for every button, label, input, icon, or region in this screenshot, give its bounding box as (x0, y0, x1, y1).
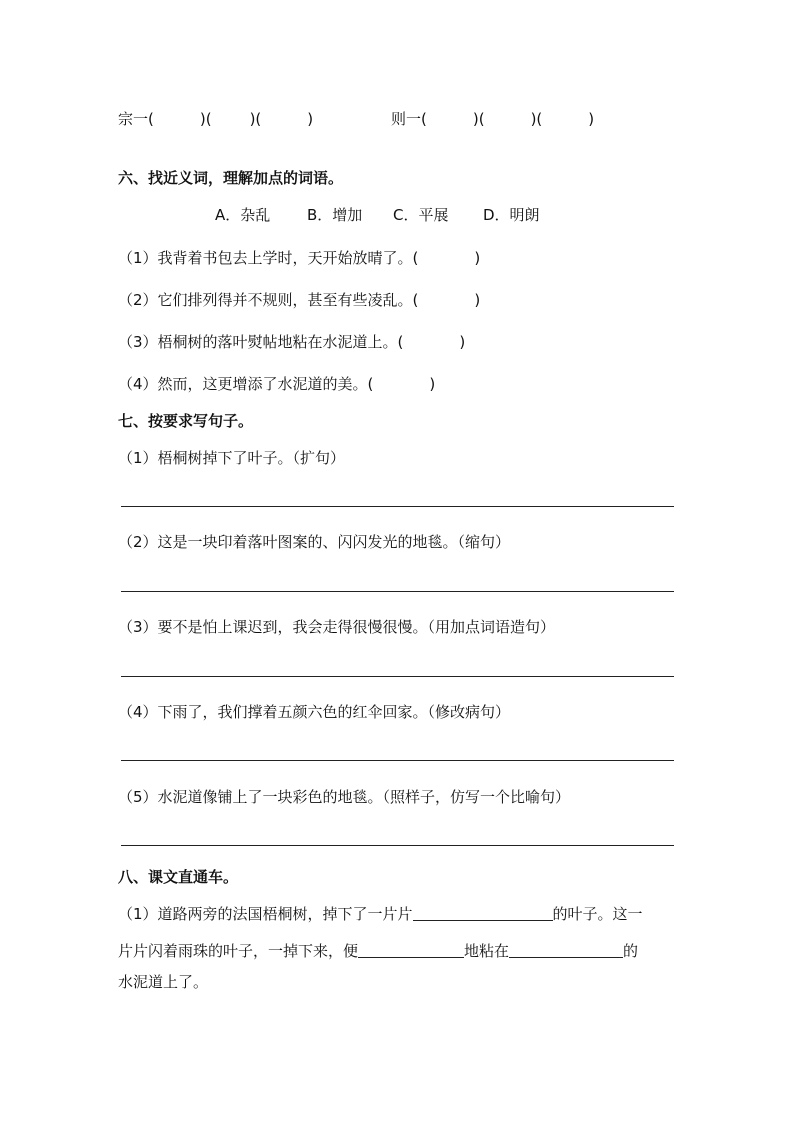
answer-line[interactable] (121, 676, 674, 677)
fill-blank[interactable] (413, 904, 553, 921)
s8-line-3: 水泥道上了。 (118, 973, 209, 991)
section8-heading: 八、课文直通车。 (118, 868, 239, 886)
zong-prefix: 宗一( (118, 110, 154, 128)
s6-item-2: （2）它们排列得并不规则，甚至有些凌乱。( ) (118, 291, 481, 309)
s8-line-2: 片片闪着雨珠的叶子，一掉下来，便 地粘在 的 (118, 942, 639, 960)
ze-prefix: 则一( (391, 110, 427, 128)
s7-item-5: （5）水泥道像铺上了一块彩色的地毯。（照样子，仿写一个比喻句） (118, 788, 571, 806)
s7-item-4: （4）下雨了，我们撑着五颜六色的红伞回家。（修改病句） (118, 703, 511, 721)
s6-item-1: （1）我背着书包去上学时，天开始放晴了。( ) (118, 249, 481, 267)
section6-heading: 六、找近义词，理解加点的词语。 (118, 169, 344, 187)
zong-word-row: 宗一( )( )( ) (118, 110, 314, 128)
answer-line[interactable] (121, 760, 674, 761)
s6-item-4: （4）然而，这更增添了水泥道的美。( ) (118, 375, 436, 393)
s7-item-3: （3）要不是怕上课迟到，我会走得很慢很慢。（用加点词语造句） (118, 618, 556, 636)
s7-item-2: （2）这是一块印着落叶图案的、闪闪发光的地毯。（缩句） (118, 533, 511, 551)
s8-line-1: （1）道路两旁的法国梧桐树，掉下了一片片 的叶子。这一 (118, 905, 643, 923)
answer-line[interactable] (121, 506, 674, 507)
option-b: B．增加 (307, 206, 363, 224)
option-c: C．平展 (393, 206, 449, 224)
fill-blank[interactable] (509, 941, 623, 958)
answer-line[interactable] (121, 845, 674, 846)
ze-word-row: 则一( )( )( ) (391, 110, 595, 128)
s7-item-1: （1）梧桐树掉下了叶子。（扩句） (118, 449, 346, 467)
option-a: A．杂乱 (215, 206, 271, 224)
answer-line[interactable] (121, 591, 674, 592)
s6-item-3: （3）梧桐树的落叶熨帖地粘在水泥道上。( ) (118, 333, 466, 351)
fill-blank[interactable] (358, 941, 464, 958)
section7-heading: 七、按要求写句子。 (118, 412, 254, 430)
option-d: D．明朗 (483, 206, 540, 224)
